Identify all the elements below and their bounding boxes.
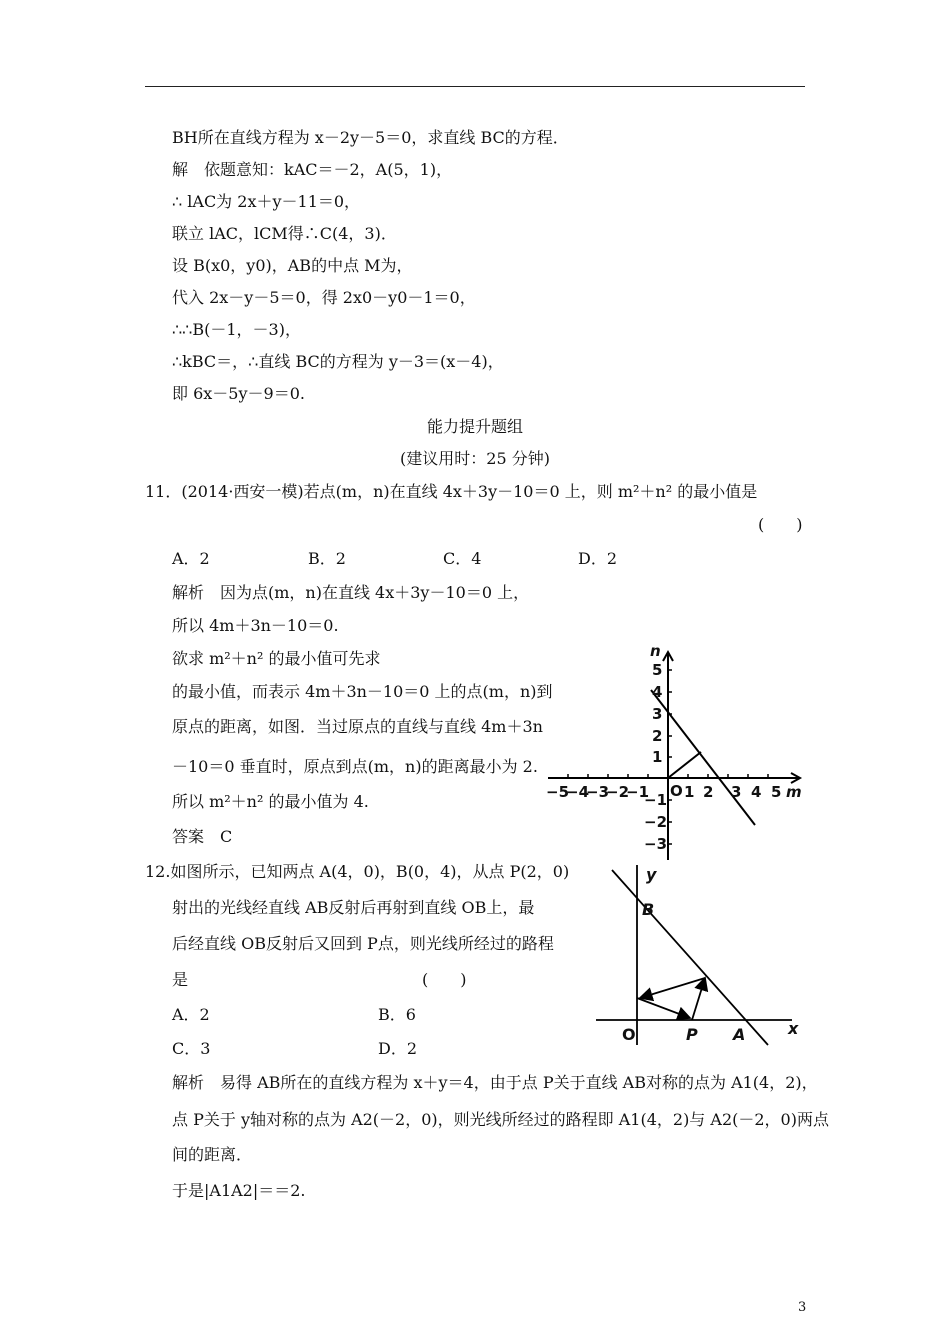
solution-line: 于是|A1A2|＝＝2. <box>172 1181 306 1200</box>
solution-line: 原点的距离，如图．当过原点的直线与直线 4m＋3n <box>172 717 543 736</box>
text-line: ∴ lAC为 2x＋y－11＝0， <box>172 192 361 211</box>
y-tick-label: 3 <box>652 705 663 723</box>
option-d: D．2 <box>378 1039 418 1058</box>
answer-paren: ( ) <box>758 515 803 534</box>
solution-line: 点 P关于 y轴对称的点为 A2(－2，0)，则光线所经过的路程即 A1(4，2)与 A2(－2，0)两点 <box>172 1110 829 1129</box>
x-tick-label: −2 <box>606 783 630 801</box>
solution-line: 所以 m²＋n² 的最小值为 4. <box>172 792 369 811</box>
option-b: B．6 <box>378 1005 416 1024</box>
text-line: 设 B(x0，y0)，AB的中点 M为， <box>172 256 413 275</box>
text-line: 解 依题意知：kAC＝－2，A(5，1)， <box>172 160 453 179</box>
text-line: BH所在直线方程为 x－2y－5＝0，求直线 BC的方程． <box>172 128 569 147</box>
y-tick-label: 4 <box>652 683 663 701</box>
x-tick-label: 3 <box>731 783 742 801</box>
answer-line: 答案 C <box>172 827 233 846</box>
text-line: ∴kBC＝，∴直线 BC的方程为 y－3＝(x－4)， <box>172 352 504 371</box>
x-tick-label: −5 <box>546 783 570 801</box>
x-tick-label: −1 <box>626 783 650 801</box>
section-subtitle: (建议用时：25 分钟) <box>400 449 550 468</box>
x-axis-label: x <box>788 1019 799 1038</box>
y-tick-label: −2 <box>644 813 668 831</box>
question-12-stem: 12.如图所示，已知两点 A(4，0)，B(0，4)，从点 P(2，0) <box>145 862 570 881</box>
solution-line: 解析 易得 AB所在的直线方程为 x＋y＝4，由于点 P关于直线 AB对称的点为 A1(4，2)， <box>172 1073 818 1092</box>
question-12-stem: 射出的光线经直线 AB反射后再射到直线 OB上，最 <box>172 898 535 917</box>
solution-line: －10＝0 垂直时，原点到点(m，n)的距离最小为 2. <box>172 757 538 776</box>
y-tick-label: 5 <box>652 661 663 679</box>
option-a: A．2 <box>172 549 210 568</box>
section-title: 能力提升题组 <box>426 417 523 436</box>
x-tick-label: 1 <box>684 783 695 801</box>
question-11-stem: 11．(2014·西安一模)若点(m，n)在直线 4x＋3y－10＝0 上，则 m²＋n² 的最小值是 <box>145 482 758 501</box>
solution-line: 的最小值，而表示 4m＋3n－10＝0 上的点(m，n)到 <box>172 682 553 701</box>
solution-line: 间的距离． <box>172 1145 253 1164</box>
y-tick-label: −3 <box>644 835 668 853</box>
x-tick-label: −4 <box>566 783 590 801</box>
x-tick-label: 2 <box>703 783 714 801</box>
option-d: D．2 <box>578 549 618 568</box>
header-rule <box>145 86 805 87</box>
text-line: 即 6x－5y－9＝0. <box>172 384 305 403</box>
solution-line: 所以 4m＋3n－10＝0. <box>172 616 339 635</box>
y-tick-label: 1 <box>652 748 663 766</box>
x-tick-label: 4 <box>751 783 762 801</box>
text-line: ∴∴B(－1，－3)， <box>172 320 301 339</box>
answer-paren: ( ) <box>422 970 467 989</box>
figure-q11 <box>540 640 810 870</box>
y-axis-label: y <box>646 865 657 884</box>
point-a-label: A <box>733 1025 746 1044</box>
option-c: C．3 <box>172 1039 211 1058</box>
option-a: A．2 <box>172 1005 210 1024</box>
option-b: B．2 <box>308 549 346 568</box>
page-number: 3 <box>798 1300 807 1315</box>
y-axis-label: n <box>650 642 661 660</box>
text-line: 联立 lAC，lCM得∴C(4，3)． <box>172 224 397 243</box>
solution-line: 欲求 m²＋n² 的最小值可先求 <box>172 649 381 668</box>
origin-label: O <box>670 782 683 800</box>
point-p-label: P <box>686 1025 698 1044</box>
question-12-stem: 后经直线 OB反射后又回到 P点，则光线所经过的路程 <box>172 934 554 953</box>
x-axis-label: m <box>786 783 802 801</box>
solution-line: 解析 因为点(m，n)在直线 4x＋3y－10＝0 上， <box>172 583 530 602</box>
y-tick-label: 2 <box>652 727 663 745</box>
option-c: C．4 <box>443 549 482 568</box>
x-tick-label: −3 <box>586 783 610 801</box>
text-line: 代入 2x－y－5＝0，得 2x0－y0－1＝0， <box>172 288 476 307</box>
question-12-stem: 是 <box>172 970 189 989</box>
origin-label: O <box>622 1025 636 1044</box>
point-b-label: B <box>642 900 655 919</box>
y-tick-label: −1 <box>644 791 668 809</box>
figure-q12 <box>590 860 810 1050</box>
x-tick-label: 5 <box>771 783 782 801</box>
